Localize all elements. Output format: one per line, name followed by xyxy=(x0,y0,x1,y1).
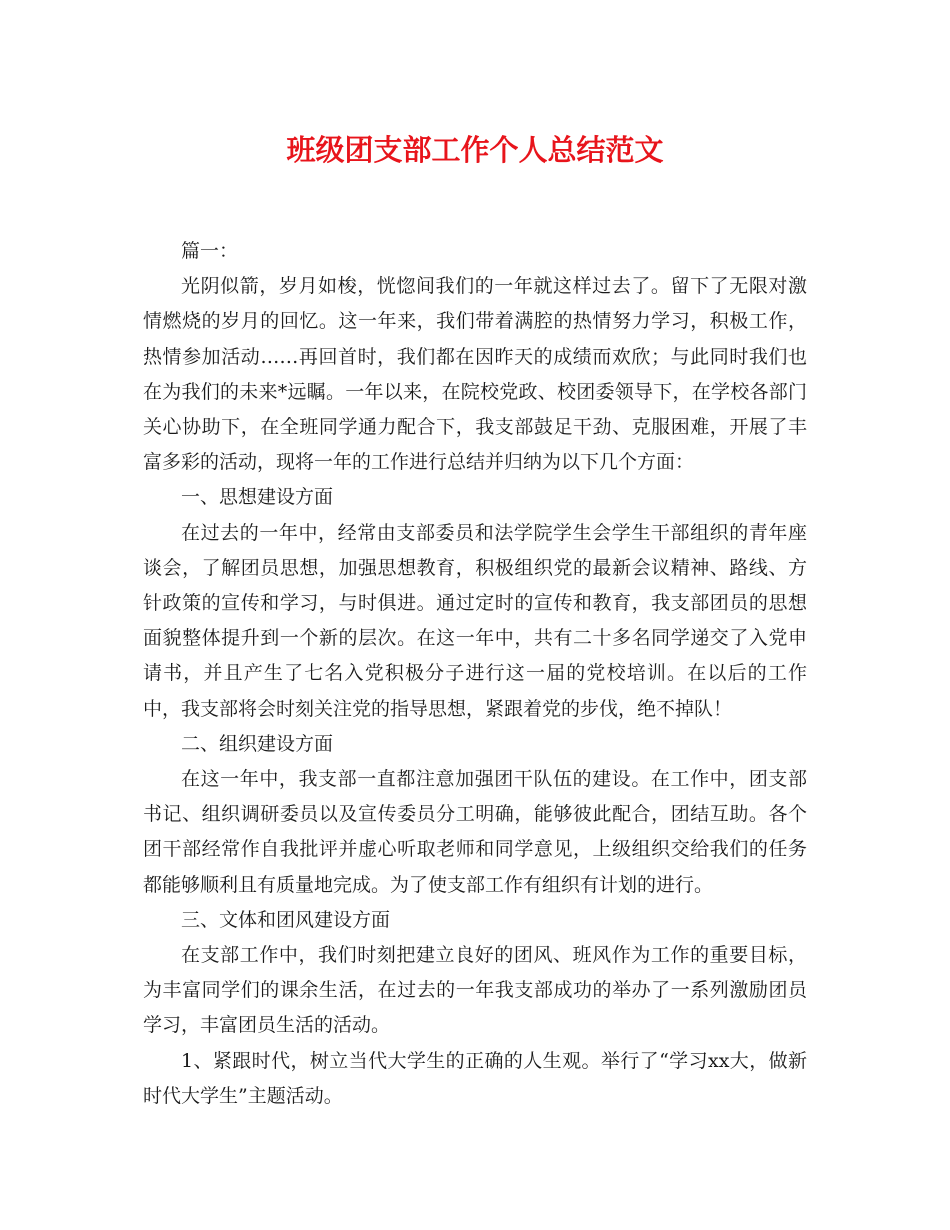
paragraph-introduction: 光阴似箭，岁月如梭，恍惚间我们的一年就这样过去了。留下了无限对激情燃烧的岁月的回忆。这一年来，我们带着满腔的热情努力学习，积极工作，热情参加活动……再回首时，我们都在因昨天的成绩而欢欣；与此同时我们也在为我们的未来*远瞩。一年以来，在院校党政、校团委领导下，在学校各部门关心协助下，在全班同学通力配合下，我支部鼓足干劲、克服困难，开展了丰富多彩的活动，现将一年的工作进行总结并归纳为以下几个方面： xyxy=(143,275,807,474)
paragraph-culture-sports-construction: 在支部工作中，我们时刻把建立良好的团风、班风作为工作的重要目标，为丰富同学们的课余生活，在过去的一年我支部成功的举办了一系列激励团员学习，丰富团员生活的活动。 xyxy=(143,944,807,1037)
paragraph-organizational-construction: 在这一年中，我支部一直都注意加强团干队伍的建设。在工作中，团支部书记、组织调研委员以及宣传委员分工明确，能够彼此配合，团结互助。各个团干部经常作自我批评并虚心听取老师和同学意见，上级组织交给我们的任务都能够顺利且有质量地完成。为了使支部工作有组织有计划的进行。 xyxy=(143,768,807,896)
document-body xyxy=(143,234,807,1114)
heading-ideological-construction: 一、思想建设方面 xyxy=(181,486,334,509)
paragraph-part-one-label: 篇一： xyxy=(181,240,239,262)
paragraph-item-one: 1、紧跟时代，树立当代大学生的正确的人生观。举行了“学习xx大，做新时代大学生”主题活动。 xyxy=(143,1049,807,1107)
paragraph-ideological-construction: 在过去的一年中，经常由支部委员和法学院学生会学生干部组织的青年座谈会，了解团员思想，加强思想教育，积极组织党的最新会议精神、路线、方针政策的宣传和学习，与时俱进。通过定时的宣传和教育，我支部团员的思想面貌整体提升到一个新的层次。在这一年中，共有二十多名同学递交了入党申请书，并且产生了七名入党积极分子进行这一届的党校培训。在以后的工作中，我支部将会时刻关注党的指导思想，紧跟着党的步伐，绝不掉队！ xyxy=(143,521,807,720)
document-title: 班级团支部工作个人总结范文 xyxy=(286,133,664,167)
heading-culture-sports-construction: 三、文体和团风建设方面 xyxy=(181,908,391,931)
heading-organizational-construction: 二、组织建设方面 xyxy=(181,732,334,755)
